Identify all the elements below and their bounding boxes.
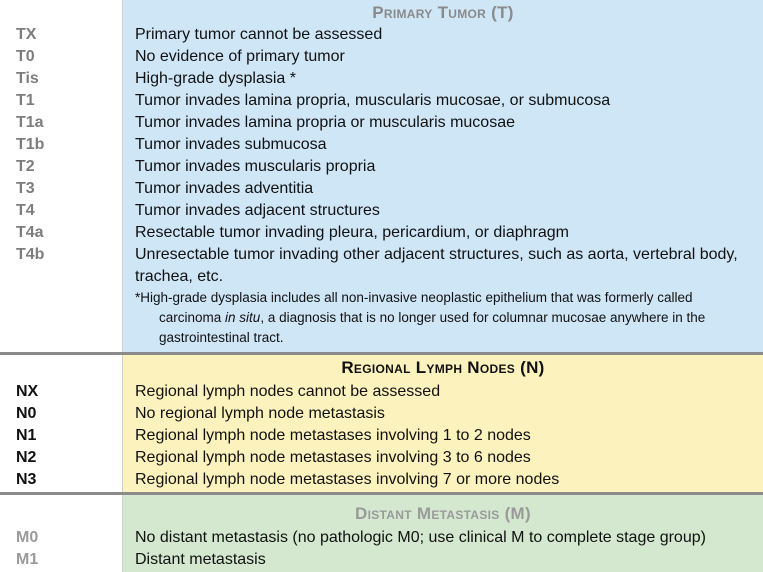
stage-description: No regional lymph node metastasis [135,405,385,422]
stage-code: N2 [16,449,37,466]
primary-tumor-heading: Primary Tumor (T) [372,3,514,22]
table-row [0,90,763,112]
stage-description: Regional lymph nodes cannot be assessed [135,383,441,400]
stage-code: N3 [16,471,37,488]
stage-code: T1 [16,92,35,109]
stage-description: High-grade dysplasia * [135,70,296,87]
footnote-italic: in situ [225,310,261,325]
stage-code: N1 [16,427,37,444]
lymph-nodes-heading: Regional Lymph Nodes (N) [341,358,545,377]
stage-description: Distant metastasis [135,551,266,568]
stage-code: TX [16,26,37,43]
table-row [0,222,763,244]
stage-code: T0 [16,48,35,65]
stage-description: Tumor invades adjacent structures [135,202,380,219]
table-row [0,447,763,469]
table-row [0,403,763,425]
stage-code: NX [16,383,39,400]
stage-description: Tumor invades lamina propria, muscularis mucosae, or submucosa [135,92,611,109]
table-row [0,46,763,68]
stage-code: T1b [16,136,45,153]
table-row [0,425,763,447]
distant-metastasis-section [0,495,763,572]
table-row [0,68,763,90]
stage-code: T2 [16,158,35,175]
lymph-nodes-section [0,355,763,492]
table-row [0,381,763,403]
table-row [0,178,763,200]
table-row [0,469,763,491]
stage-code: T4a [16,224,44,241]
table-row [0,200,763,222]
stage-code: M0 [16,529,39,546]
distant-metastasis-heading: Distant Metastasis (M) [355,504,531,523]
stage-description: Regional lymph node metastases involving 1 to 2 nodes [135,427,531,444]
table-row [0,134,763,156]
table-row [0,527,763,549]
stage-code: T3 [16,180,35,197]
table-row [0,549,763,571]
stage-description: No distant metastasis (no pathologic M0; use clinical M to complete stage group) [135,529,706,546]
stage-description: Regional lymph node metastases involving 3 to 6 nodes [135,449,531,466]
stage-code: N0 [16,405,37,422]
table-row [0,244,763,288]
stage-code: T4 [16,202,35,219]
table-row [0,156,763,178]
stage-description: Primary tumor cannot be assessed [135,26,383,43]
stage-description: Unresectable tumor invading other adjacent structures, such as aorta, vertebral body, trachea, etc. [135,246,738,285]
stage-description: Resectable tumor invading pleura, pericardium, or diaphragm [135,224,569,241]
stage-description: Regional lymph node metastases involving 7 or more nodes [135,471,560,488]
stage-description: Tumor invades muscularis propria [135,158,376,175]
table-row [0,112,763,134]
stage-description: Tumor invades submucosa [135,136,327,153]
stage-code: M1 [16,551,39,568]
stage-code: T1a [16,114,44,131]
table-row [0,24,763,46]
stage-description: Tumor invades lamina propria or muscularis mucosae [135,114,515,131]
stage-code: T4b [16,246,45,263]
stage-description: No evidence of primary tumor [135,48,345,65]
stage-description: Tumor invades adventitia [135,180,314,197]
footnote: *High-grade dysplasia includes all non-invasive neoplastic epithelium that was formerly called carcinoma in situ, a diagnosis that is no longer used for columnar mucosae anywhere in the gastrointestinal tract. [135,290,706,345]
stage-code: Tis [16,70,39,87]
